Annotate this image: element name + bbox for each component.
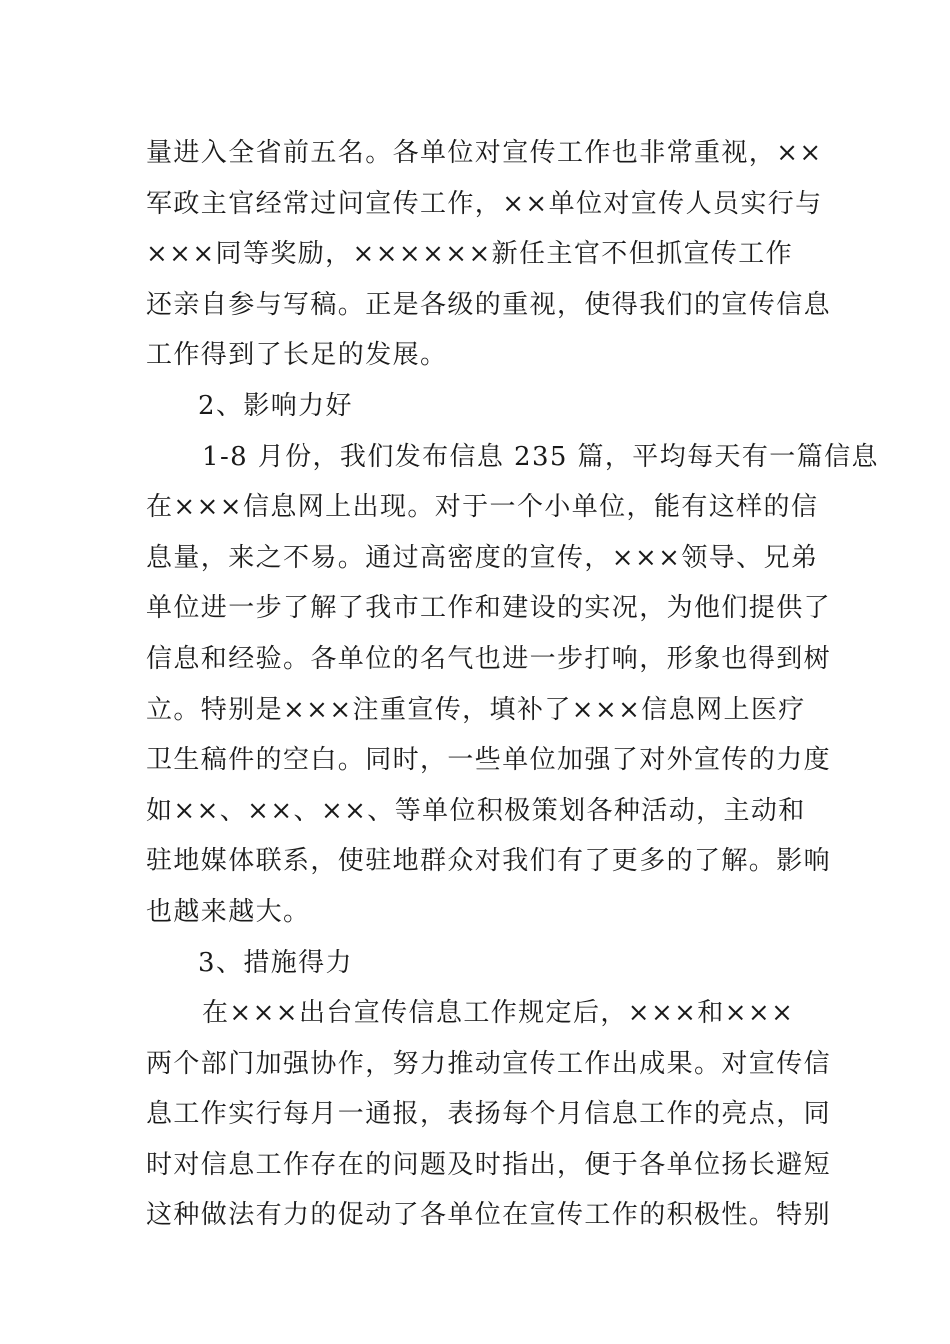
section-heading: 2、影响力好 [198,390,353,421]
text-line: 单位进一步了解了我市工作和建设的实况，为他们提供了 [146,593,832,624]
text-line: 息工作实行每月一通报，表扬每个月信息工作的亮点，同 [146,1099,832,1130]
text-line: 也越来越大。 [146,896,311,927]
text-line: 1-8 月份，我们发布信息 235 篇，平均每天有一篇信息 [202,441,879,472]
text-line: 量进入全省前五名。各单位对宣传工作也非常重视，×× [146,138,823,168]
text-line: 时对信息工作存在的问题及时指出，便于各单位扬长避短 [146,1149,832,1180]
text-line: 还亲自参与写稿。正是各级的重视，使得我们的宣传信息 [146,289,832,320]
text-line: 这种做法有力的促动了各单位在宣传工作的积极性。特别 [146,1200,832,1231]
text-line: 驻地媒体联系，使驻地群众对我们有了更多的了解。影响 [146,846,832,877]
text-line: ×××同等奖励，××××××新任主官不但抓宣传工作 [146,239,794,270]
document-body [146,128,879,1241]
section-heading: 3、措施得力 [198,947,353,978]
text-line: 信息和经验。各单位的名气也进一步打响，形象也得到树 [146,643,832,674]
text-line: 卫生稿件的空白。同时，一些单位加强了对外宣传的力度 [146,745,832,776]
text-line: 军政主官经常过问宣传工作，××单位对宣传人员实行与 [146,188,823,219]
text-line: 在×××信息网上出现。对于一个小单位，能有这样的信 [146,492,819,523]
text-line: 两个部门加强协作，努力推动宣传工作出成果。对宣传信 [146,1048,832,1079]
text-line: 立。特别是×××注重宣传，填补了×××信息网上医疗 [146,694,806,725]
text-line: 息量，来之不易。通过高密度的宣传，×××领导、兄弟 [146,542,819,573]
text-line: 在×××出台宣传信息工作规定后，×××和××× [202,998,795,1029]
text-line: 如××、××、××、等单位积极策划各种活动，主动和 [146,795,806,826]
text-line: 工作得到了长足的发展。 [146,340,448,371]
